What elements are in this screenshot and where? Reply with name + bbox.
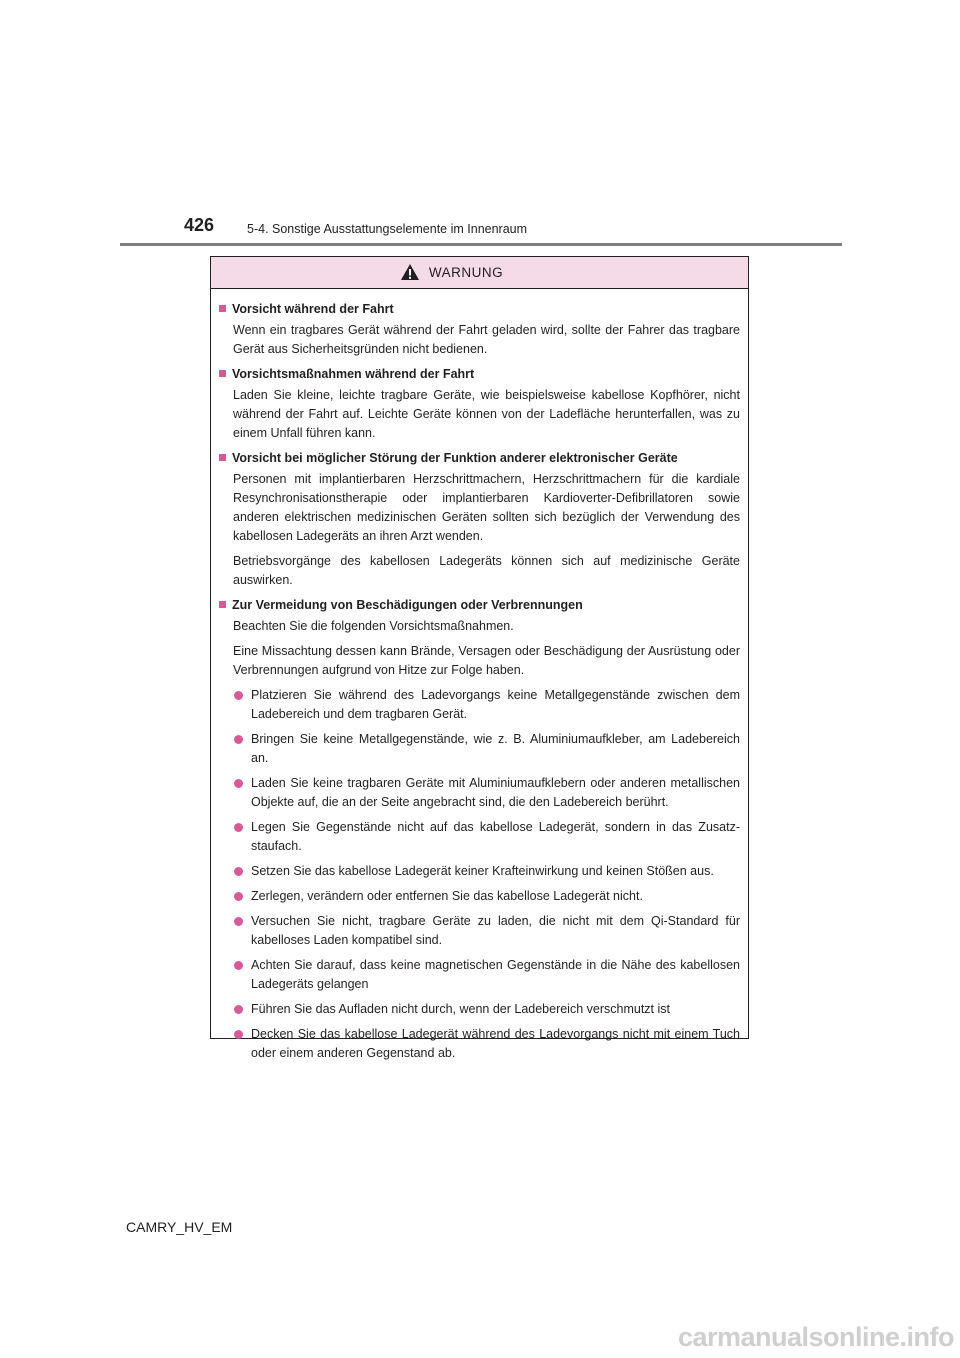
warning-header — [211, 257, 748, 289]
list-item-text: Decken Sie das kabellose Ladegerät während des Ladevorgangs nicht mit einem Tuch oder einem anderen Gegenstand ab. — [251, 1027, 740, 1060]
square-bullet-icon — [219, 454, 226, 461]
section-heading-text: Zur Vermeidung von Beschädigungen oder Verbrennungen — [232, 598, 583, 612]
paragraph: Beachten Sie die folgenden Vorsichtsmaßnahmen. — [233, 619, 514, 633]
section-heading — [219, 365, 740, 383]
circle-bullet-icon — [234, 917, 243, 926]
paragraph: Betriebsvorgänge des kabellosen Ladegeräts können sich auf medizinische Geräte auswirken. — [233, 554, 740, 587]
warning-title: WARNUNG — [428, 265, 504, 280]
list-item — [234, 1025, 740, 1063]
square-bullet-icon — [219, 305, 226, 312]
list-item — [234, 730, 740, 768]
list-item-text: Setzen Sie das kabellose Ladegerät keiner Krafteinwirkung und keinen Stößen aus. — [251, 864, 714, 878]
warning-section — [219, 449, 740, 590]
warning-triangle-icon — [400, 263, 420, 281]
circle-bullet-icon — [234, 961, 243, 970]
model-code: CAMRY_HV_EM — [126, 1219, 233, 1235]
paragraph: Laden Sie kleine, leichte tragbare Geräte, wie beispielsweise kabellose Kopfhörer, nicht während der Fahrt auf. Leichte Geräte können von der Ladefläche herunterfallen, was zu einem Unfall führen kann. — [233, 388, 740, 440]
circle-bullet-icon — [234, 1005, 243, 1014]
square-bullet-icon — [219, 370, 226, 377]
watermark: carmanualsonline.info — [677, 1322, 954, 1352]
circle-bullet-icon — [234, 779, 243, 788]
section-heading — [219, 596, 740, 614]
list-item — [234, 686, 740, 724]
warning-box — [210, 256, 749, 1060]
paragraph: Eine Missachtung dessen kann Brände, Versagen oder Beschädigung der Ausrüstung oder Verbrennungen aufgrund von Hitze zur Folge haben. — [233, 644, 740, 677]
paragraph: Personen mit implantierbaren Herzschrittmachern, Herzschrittmachern für die kardiale Resynchronisationstherapie oder implantierbaren Kardioverter-Defibrillatoren sowie anderen elektrischen medizinischen Geräten sollten sich bezüglich der Verwendung des kabellosen Ladegeräts an ihren Arzt wenden. — [233, 472, 740, 543]
list-item — [234, 862, 740, 881]
bullet-list — [219, 686, 740, 1063]
list-item-text: Versuchen Sie nicht, tragbare Geräte zu laden, die nicht mit dem Qi-Standard für kabelloses Laden kompatibel sind. — [251, 914, 740, 947]
list-item-text: Zerlegen, verändern oder entfernen Sie das kabellose Ladegerät nicht. — [251, 889, 643, 903]
list-item-text: Bringen Sie keine Metallgegenstände, wie z. B. Aluminiumaufkleber, am Ladebereich an. — [251, 732, 740, 765]
circle-bullet-icon — [234, 867, 243, 876]
list-item-text: Platzieren Sie während des Ladevorgangs keine Metallgegenstände zwischen dem Ladebereich und dem tragbaren Gerät. — [251, 688, 740, 721]
warning-body — [211, 289, 748, 1063]
section-heading — [219, 449, 740, 467]
list-item-text: Laden Sie keine tragbaren Geräte mit Aluminiumaufklebern oder anderen metallischen Objekte auf, die an der Seite angebracht sind, die den Ladebereich berührt. — [251, 776, 740, 809]
list-item — [234, 774, 740, 812]
circle-bullet-icon — [234, 691, 243, 700]
warning-section — [219, 596, 740, 1063]
section-heading-text: Vorsicht bei möglicher Störung der Funktion anderer elektronischer Geräte — [232, 451, 678, 465]
square-bullet-icon — [219, 601, 226, 608]
page-number: 426 — [184, 215, 215, 235]
section-heading — [219, 300, 740, 318]
list-item — [234, 1000, 740, 1019]
list-item — [234, 818, 740, 856]
section-title: 5-4. Sonstige Ausstattungselemente im Innenraum — [247, 222, 528, 236]
warning-section — [219, 365, 740, 443]
circle-bullet-icon — [234, 823, 243, 832]
circle-bullet-icon — [234, 1030, 243, 1039]
page-header — [0, 0, 960, 250]
list-item-text: Legen Sie Gegenstände nicht auf das kabellose Ladegerät, sondern in das Zusatzstaufach. — [251, 820, 740, 853]
list-item-text: Führen Sie das Aufladen nicht durch, wenn der Ladebereich verschmutzt ist — [251, 1002, 670, 1016]
section-heading-text: Vorsicht während der Fahrt — [232, 302, 394, 316]
warning-section — [219, 300, 740, 359]
list-item — [234, 912, 740, 950]
list-item-text: Achten Sie darauf, dass keine magnetischen Gegenstände in die Nähe des kabellosen Ladegeräts gelangen — [251, 958, 740, 991]
circle-bullet-icon — [234, 892, 243, 901]
list-item — [234, 887, 740, 906]
circle-bullet-icon — [234, 735, 243, 744]
section-heading-text: Vorsichtsmaßnahmen während der Fahrt — [232, 367, 475, 381]
header-divider — [120, 243, 842, 246]
list-item — [234, 956, 740, 994]
paragraph: Wenn ein tragbares Gerät während der Fahrt geladen wird, sollte der Fahrer das tragbare Gerät aus Sicherheitsgründen nicht bedienen. — [233, 323, 740, 356]
